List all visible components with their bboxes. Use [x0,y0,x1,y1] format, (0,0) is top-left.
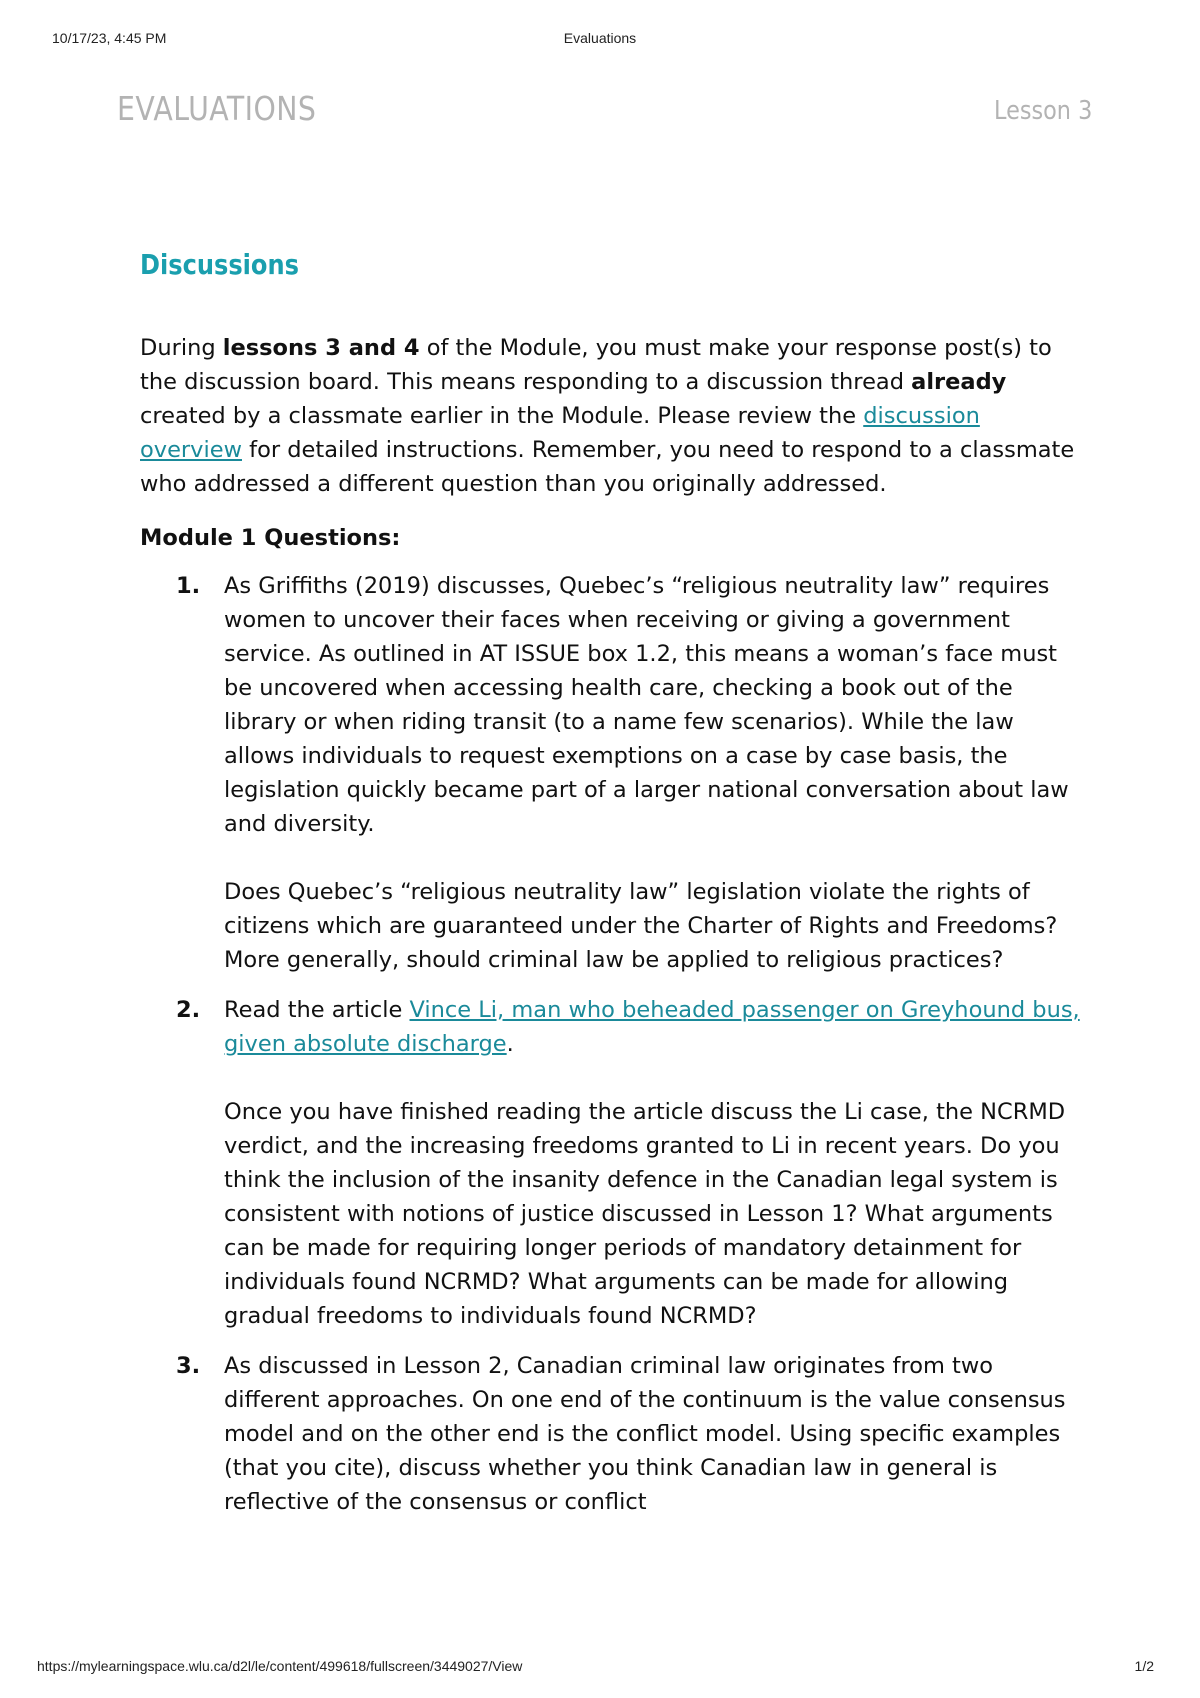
question-item [140,1349,1080,1519]
question-item [140,993,1080,1333]
question-text: As discussed in Lesson 2, Canadian criminal law originates from two different approaches. On one end of the continuum is the value consensus model and on the other end is the conflict model. Using specific examples (that you cite), discuss whether you think Canadian law in general is reflective of the consensus or conflict [224,1353,1066,1515]
question-number: 1. [176,573,201,599]
question-tail: . [506,1031,514,1057]
questions-list [140,569,1080,1519]
question-item [140,569,1080,977]
question-number: 3. [176,1353,201,1379]
intro-paragraph [140,331,1080,501]
print-header [0,30,1200,50]
banner-lesson: Lesson 3 [993,96,1092,126]
intro-bold-already: already [911,369,1007,395]
print-footer [0,1658,1200,1678]
print-datetime: 10/17/23, 4:45 PM [52,30,167,46]
intro-text-2: of the Module, you must make your response post(s) to the discussion board. This means responding to a discussion thread [140,335,1052,395]
discussion-overview-link[interactable]: discussion overview [140,403,980,463]
intro-text-3: created by a classmate earlier in the Module. Please review the [140,403,864,429]
question-lead: Read the article [224,997,410,1023]
question-text: As Griffiths (2019) discusses, Quebec’s “religious neutrality law” requires women to uncover their faces when receiving or giving a government service. As outlined in AT ISSUE box 1.2, this means a woman’s face must be uncovered when accessing health care, checking a book out of the library or when riding transit (to a name few scenarios). While the law allows individuals to request exemptions on a case by case basis, the legislation quickly became part of a larger national conversation about law and diversity. [224,573,1069,837]
question-prompt: Does Quebec’s “religious neutrality law” legislation violate the rights of citizens which are guaranteed under the Charter of Rights and Freedoms? More generally, should criminal law be applied to religious practices? [224,879,1058,973]
question-text [224,993,1080,1061]
intro-text-4: for detailed instructions. Remember, you need to respond to a classmate who addressed a different question than you originally addressed. [140,437,1075,497]
article-link[interactable]: Vince Li, man who beheaded passenger on Greyhound bus, given absolute discharge [224,997,1080,1057]
print-page-number: 1/2 [1134,1658,1154,1674]
questions-heading: Module 1 Questions: [140,525,401,551]
section-heading: Discussions [140,248,299,281]
question-number: 2. [176,997,201,1023]
intro-text-1: During [140,335,223,361]
main-content [140,247,1080,1535]
banner-title: EVALUATIONS [117,89,317,128]
question-prompt: Once you have finished reading the article discuss the Li case, the NCRMD verdict, and the increasing freedoms granted to Li in recent years. Do you think the inclusion of the insanity defence in the Canadian legal system is consistent with notions of justice discussed in Lesson 1? What arguments can be made for requiring longer periods of mandatory detainment for individuals found NCRMD? What arguments can be made for allowing gradual freedoms to individuals found NCRMD? [224,1099,1066,1329]
print-url: https://mylearningspace.wlu.ca/d2l/le/content/499618/fullscreen/3449027/View [37,1658,523,1674]
intro-bold-lessons: lessons 3 and 4 [222,335,420,361]
print-page-title: Evaluations [563,30,637,46]
